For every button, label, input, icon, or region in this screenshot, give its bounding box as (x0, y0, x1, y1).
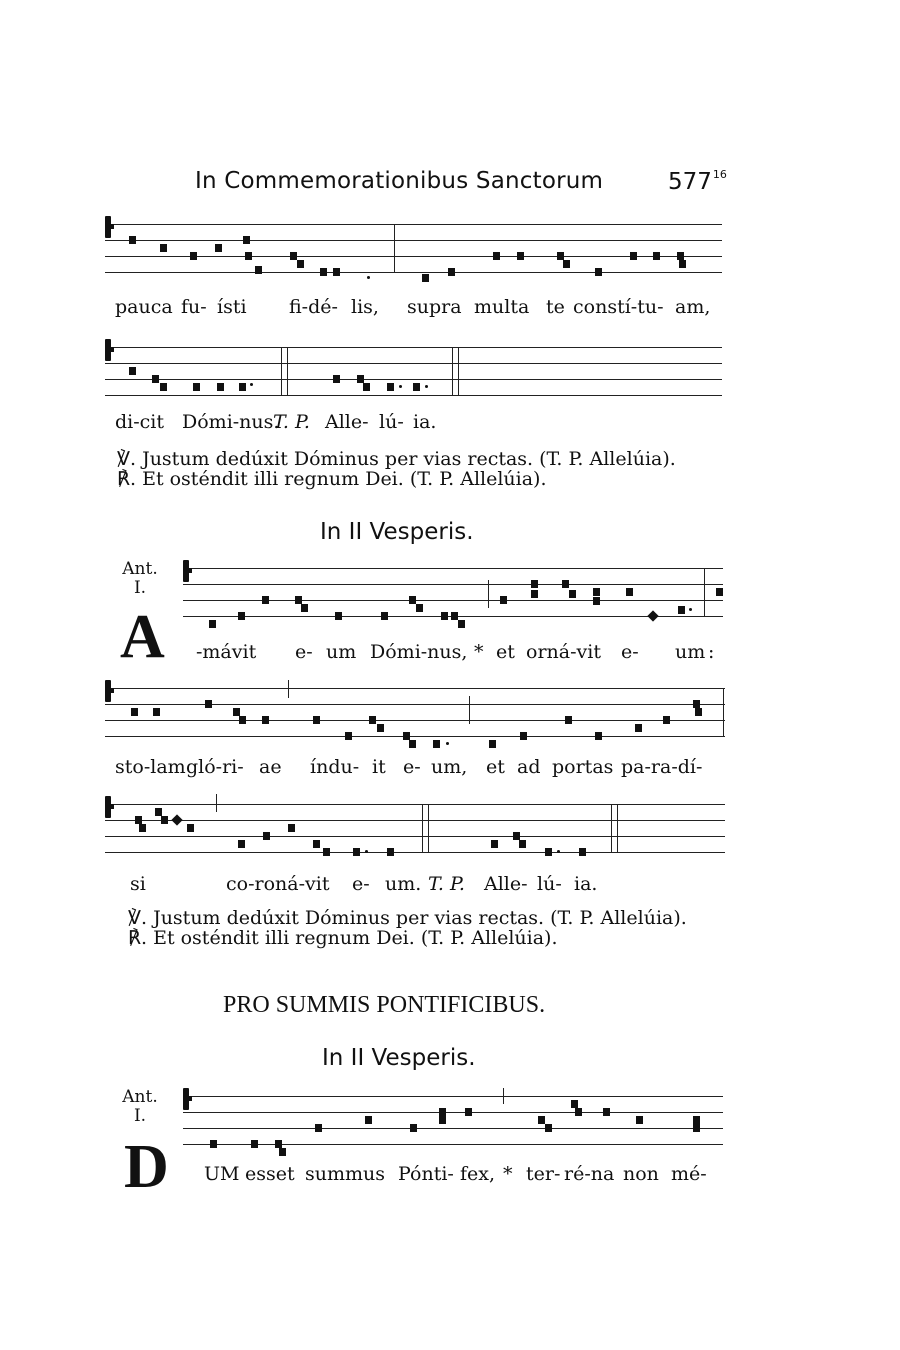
syllable: Alle- (484, 873, 528, 895)
syllable: sto-lam (115, 756, 186, 778)
syllable: Pónti- (398, 1163, 454, 1185)
staff-4 (105, 686, 725, 738)
syllable: orná-vit (526, 641, 601, 663)
feast-title: PRO SUMMIS PONTIFICIBUS. (223, 992, 546, 1018)
syllable: e- (621, 641, 639, 663)
syllable: : (708, 641, 715, 663)
syllable: summus (305, 1163, 386, 1185)
staff-1 (105, 222, 722, 274)
response: ℟. Et osténdit illi regnum Dei. (T. P. Allelúia). (117, 468, 547, 490)
syllable: * (503, 1163, 513, 1185)
syllable: di-cit (115, 411, 165, 433)
versicle: ℣. Justum dedúxit Dóminus per vias rectas. (T. P. Allelúia). (128, 907, 687, 929)
syllable: et (486, 756, 505, 778)
syllable: T. P. (428, 873, 465, 895)
antiphon-abbrev: Ant. (122, 1087, 158, 1107)
antiphon-mode: I. (133, 578, 147, 598)
syllable: lis, (351, 296, 379, 318)
lyrics-line-3 (0, 641, 900, 665)
syllable: lú- (379, 411, 404, 433)
syllable: co-roná-vit (226, 873, 330, 895)
syllable: non (623, 1163, 659, 1185)
initial-letter: D (124, 1133, 169, 1201)
syllable: e- (403, 756, 421, 778)
syllable: fex, (460, 1163, 496, 1185)
syllable: pa-ra-dí- (621, 756, 703, 778)
lyrics-line-6 (0, 1163, 900, 1187)
syllable: um (675, 641, 706, 663)
antiphon-abbrev: Ant. (122, 559, 158, 579)
syllable: T. P. (273, 411, 310, 433)
syllable: si (130, 873, 146, 895)
syllable: Dómi-nus, (370, 641, 468, 663)
syllable: it (372, 756, 386, 778)
lyrics-line-2 (0, 411, 900, 435)
staff-3 (183, 566, 723, 618)
syllable: te (546, 296, 565, 318)
syllable: e- (295, 641, 313, 663)
syllable: índu- (310, 756, 360, 778)
syllable: am, (675, 296, 711, 318)
syllable: esset (245, 1163, 295, 1185)
syllable: UM (204, 1163, 240, 1185)
syllable: ter- (526, 1163, 561, 1185)
clef-icon (183, 560, 189, 582)
syllable: Dómi-nus. (182, 411, 280, 433)
antiphon-mode: I. (133, 1106, 147, 1126)
lyrics-line-4 (0, 756, 900, 780)
syllable: ia. (574, 873, 598, 895)
syllable: mé- (671, 1163, 707, 1185)
syllable: ia. (413, 411, 437, 433)
page-number-sup: 16 (712, 168, 727, 181)
syllable: fi-dé- (289, 296, 338, 318)
syllable: * (474, 641, 484, 663)
page-number (668, 168, 727, 195)
syllable: ad (517, 756, 541, 778)
lyrics-line-5 (0, 873, 900, 897)
syllable: supra (407, 296, 462, 318)
syllable: lú- (537, 873, 562, 895)
staff-5 (105, 802, 725, 854)
syllable: ré-na (564, 1163, 615, 1185)
syllable: ae (259, 756, 282, 778)
page-number-main: 577 (668, 169, 712, 195)
syllable: constí-tu- (573, 296, 664, 318)
section-heading: In II Vesperis. (320, 519, 474, 545)
syllable: e- (352, 873, 370, 895)
syllable: -mávit (196, 641, 257, 663)
syllable: pauca (115, 296, 173, 318)
section-heading: In II Vesperis. (322, 1045, 476, 1071)
clef-icon (105, 796, 111, 818)
syllable: um (326, 641, 357, 663)
syllable: multa (474, 296, 530, 318)
initial-letter: A (120, 603, 165, 671)
clef-icon (105, 216, 111, 238)
syllable: fu- (181, 296, 207, 318)
syllable: um, (431, 756, 468, 778)
syllable: um. (385, 873, 422, 895)
response: ℟. Et osténdit illi regnum Dei. (T. P. Allelúia). (128, 927, 558, 949)
staff-2 (105, 345, 722, 397)
syllable: ísti (217, 296, 247, 318)
clef-icon (183, 1088, 189, 1110)
syllable: portas (552, 756, 614, 778)
syllable: Alle- (325, 411, 369, 433)
clef-icon (105, 680, 111, 702)
antiphon-label (118, 1088, 162, 1126)
clef-icon (105, 339, 111, 361)
versicle: ℣. Justum dedúxit Dóminus per vias rectas. (T. P. Allelúia). (117, 448, 676, 470)
syllable: gló-ri- (186, 756, 244, 778)
running-header: In Commemorationibus Sanctorum (195, 168, 604, 194)
staff-6 (183, 1094, 723, 1146)
antiphon-label (118, 560, 162, 598)
lyrics-line-1 (0, 296, 900, 320)
syllable: et (496, 641, 515, 663)
